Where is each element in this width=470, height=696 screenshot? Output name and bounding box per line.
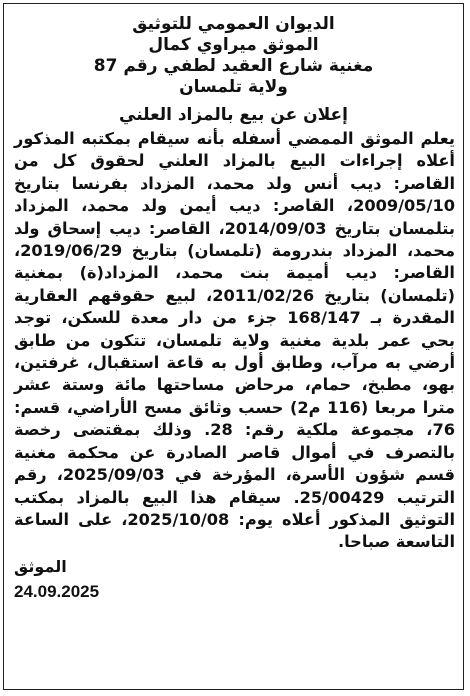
notary-name: الموثق ميراوي كمال (148, 35, 319, 55)
notice-body: يعلم الموثق الممضي أسفله بأنه سيقام بمكتبه المذكور أعلاه إجراءات البيع بالمزاد العلني لحقوق كل من القاصر: ديب أنس ولد محمد، المزداد بفرنسا بتاريخ 2009/05/10، القاصر: ديب أيمن ولد محمد، المزداد بتلمسان بتاريخ 2014/09/03، القاصر: ديب إسحاق ولد محمد، المزداد بندرومة (تلمسان) بتاريخ 2019/06/29، القاصر: ديب أميمة بنت محمد، المزداد(ة) بمغنية (تلمسان) بتاريخ 2011/02/26، لبيع حقوقهم العقارية المقدرة بـ 168/147 جزء من دار معدة للسكن، توجد بحي عمر بلدية مغنية ولاية تلمسان، تتكون من طابق أرضي به مرآب، وطابق أول به قاعة استقبال، غرفتين، بهو، مطبخ، حمام، مرحاض مساحتها مائة وستة عشر مترا مربعا (116 م2) حسب وثائق مسح الأراضي، قسم: 76، مجموعة ملكية رقم: 28. وذلك بمقتضى رخصة بالتصرف في أموال قاصر الصادرة عن محكمة مغنية قسم شؤون الأسرة، المؤرخة في 2025/09/03، رقم الترتيب 25/00429. سيقام هذا البيع بالمزاد بمكتب التوثيق المذكور أعلاه يوم: 2025/10/08، على الساعة التاسعة صباحا. (14, 129, 456, 552)
office-address: مغنية شارع العقيد لطفي رقم 87 (93, 56, 374, 76)
signature-block (4, 556, 463, 578)
office-name: الديوان العمومي للتوثيق (132, 14, 335, 34)
notice-header (4, 14, 463, 98)
notice-date: 24.09.2025 (14, 581, 100, 601)
notice-frame (3, 3, 464, 690)
announcement-title: إعلان عن بيع بالمزاد العلني (119, 105, 348, 125)
signer-title: الموثق (14, 556, 67, 576)
state-name: ولاية تلمسان (179, 77, 288, 97)
